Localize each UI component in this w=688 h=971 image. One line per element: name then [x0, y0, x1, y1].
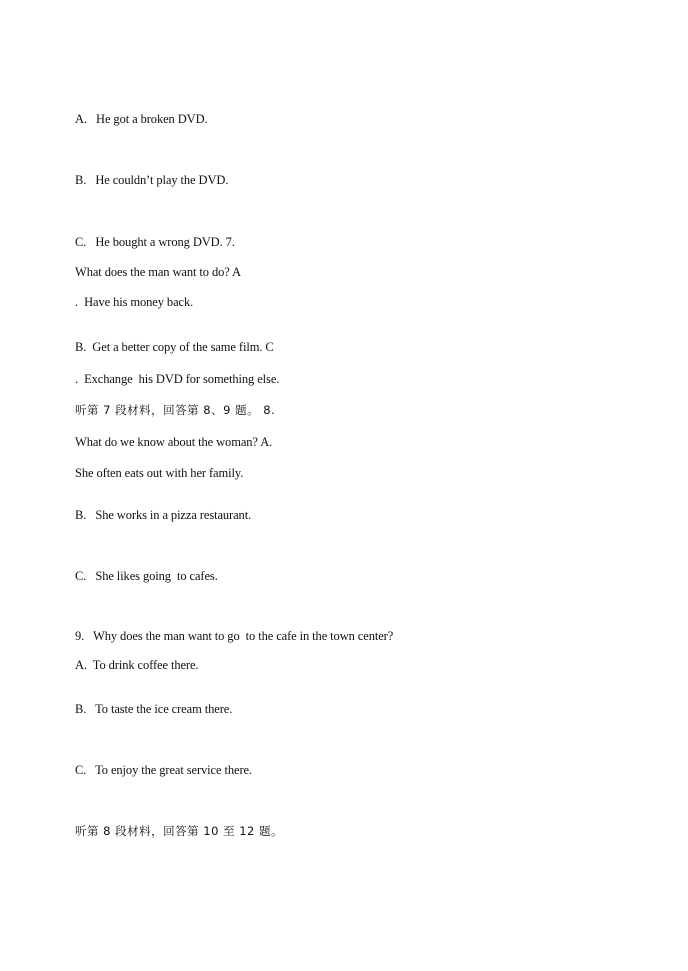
- option-a-q7: . Have his money back.: [75, 295, 194, 309]
- question-8: What do we know about the woman? A.: [75, 435, 273, 449]
- section-heading-8: 听第 8 段材料，回答第 10 至 12 题。: [75, 824, 284, 838]
- option-a-q6: A. He got a broken DVD.: [75, 112, 208, 126]
- option-b-q7: B. Get a better copy of the same film. C: [75, 340, 274, 354]
- question-9: 9. Why does the man want to go to the cafe in the town center?: [75, 629, 394, 643]
- option-c-q9: C. To enjoy the great service there.: [75, 763, 252, 777]
- option-b-q9: B. To taste the ice cream there.: [75, 702, 233, 716]
- option-c-q8: C. She likes going to cafes.: [75, 569, 218, 583]
- option-a-q8: She often eats out with her family.: [75, 466, 244, 480]
- option-a-q9: A. To drink coffee there.: [75, 658, 199, 672]
- option-c-q6-and-q7-number: C. He bought a wrong DVD. 7.: [75, 235, 235, 249]
- option-b-q6: B. He couldn’t play the DVD.: [75, 173, 229, 187]
- section-heading-7: 听第 7 段材料，回答第 8、9 题。 8.: [75, 403, 276, 417]
- option-b-q8: B. She works in a pizza restaurant.: [75, 508, 252, 522]
- option-c-q7: . Exchange his DVD for something else.: [75, 372, 280, 386]
- question-7: What does the man want to do? A: [75, 265, 241, 279]
